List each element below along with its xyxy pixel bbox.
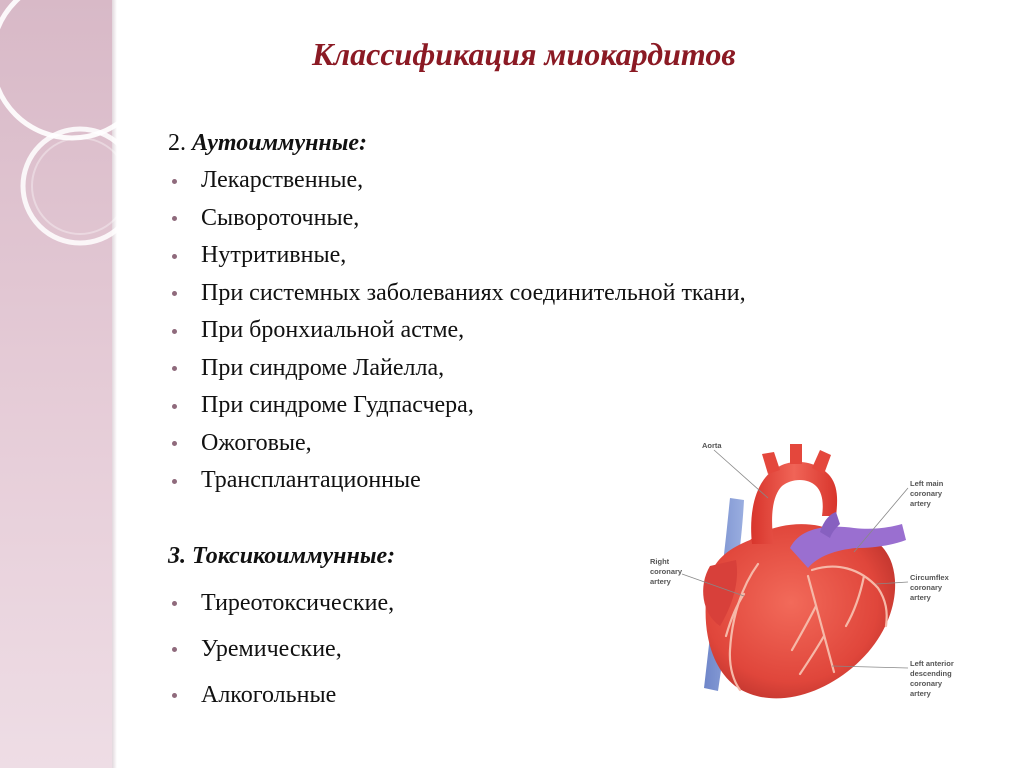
decorative-ring-large	[0, 0, 152, 138]
aorta-branch-shape	[762, 452, 780, 474]
section-2-number: 2	[168, 130, 180, 156]
heart-label-left-main-2: coronary	[910, 489, 943, 498]
decorative-ring-inner	[32, 138, 128, 234]
aorta-branch-shape	[790, 444, 802, 464]
decorative-ring-small	[23, 129, 137, 243]
heart-label-lad-4: artery	[910, 689, 931, 698]
heart-label-aorta: Aorta	[702, 441, 722, 450]
list-item: Уремические,	[168, 626, 394, 672]
list-item: При бронхиальной астме,	[168, 312, 746, 350]
list-item: Сывороточные,	[168, 200, 746, 238]
list-item: Алкогольные	[168, 672, 394, 718]
slide-title: Классификация миокардитов	[312, 36, 736, 72]
section-3-title: Токсикоиммунные:	[192, 543, 396, 569]
section-2-title: Аутоиммунные:	[192, 130, 368, 156]
heart-label-left-main-3: artery	[910, 499, 931, 508]
section-2-separator: .	[180, 130, 192, 156]
list-item: Тиреотоксические,	[168, 580, 394, 626]
heart-label-right-2: coronary	[650, 567, 683, 576]
section-3-number: 3.	[168, 543, 192, 569]
list-item: Трансплантационные	[168, 462, 746, 500]
heart-label-circumflex-3: artery	[910, 593, 931, 602]
heart-label-lad-3: coronary	[910, 679, 943, 688]
heart-label-circumflex-2: coronary	[910, 583, 943, 592]
section-3-heading	[168, 543, 395, 570]
list-item: При системных заболеваниях соединительной ткани,	[168, 275, 746, 313]
heart-label-right-3: artery	[650, 577, 671, 586]
list-item: Лекарственные,	[168, 162, 746, 200]
list-item: Ожоговые,	[168, 425, 746, 463]
leader-aorta	[714, 450, 768, 498]
list-item: Нутритивные,	[168, 237, 746, 275]
heart-label-left-main-1: Left main	[910, 479, 944, 488]
list-item: При синдроме Лайелла,	[168, 350, 746, 388]
heart-label-lad-1: Left anterior	[910, 659, 954, 668]
section-2-heading	[168, 130, 367, 157]
section-3-list	[168, 580, 394, 718]
heart-svg	[640, 436, 970, 706]
heart-illustration	[640, 436, 970, 706]
heart-label-lad-2: descending	[910, 669, 952, 678]
list-item: При синдроме Гудпасчера,	[168, 387, 746, 425]
heart-label-circumflex-1: Circumflex	[910, 573, 949, 582]
heart-label-right-1: Right	[650, 557, 670, 566]
